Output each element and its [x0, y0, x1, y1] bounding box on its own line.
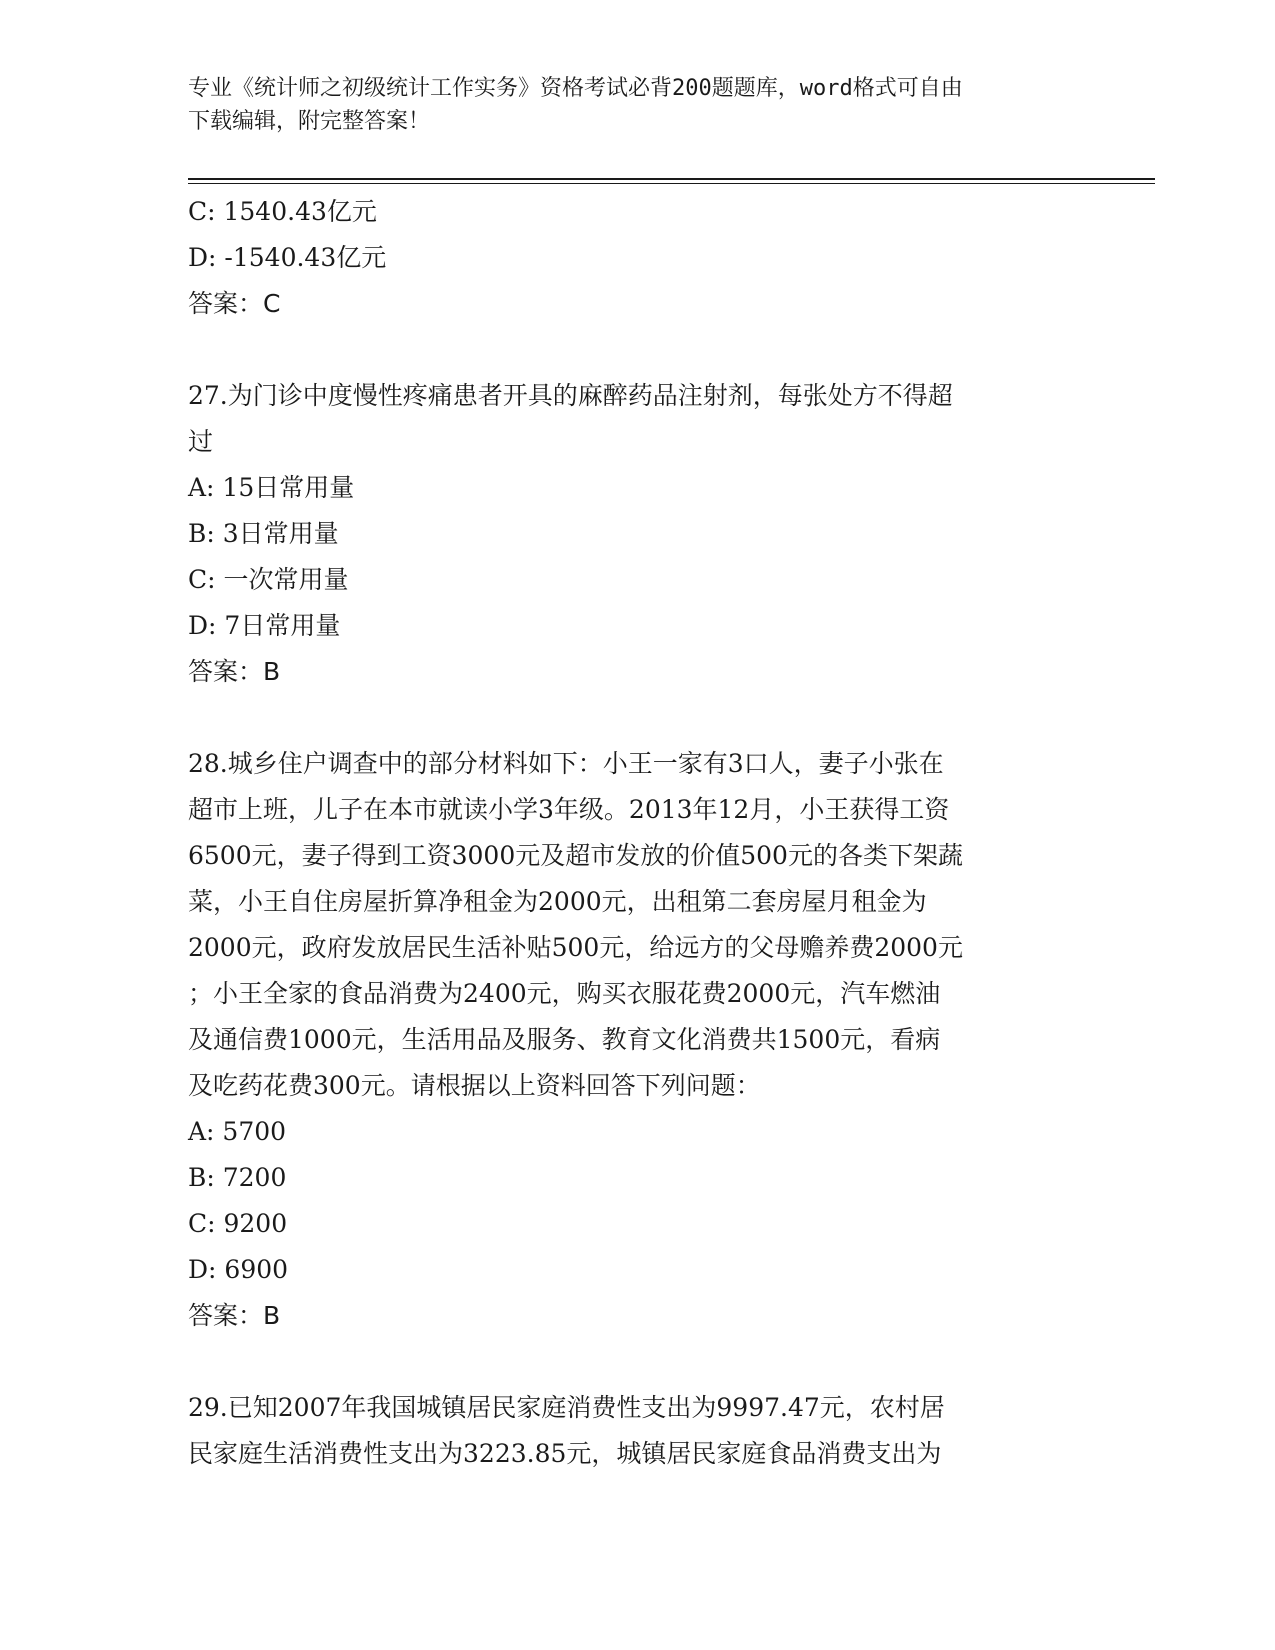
question-text-line: 2000元，政府发放居民生活补贴500元，给远方的父母赡养费2000元	[188, 933, 963, 962]
question-text-line: 27.为门诊中度慢性疼痛患者开具的麻醉药品注射剂，每张处方不得超	[188, 381, 953, 410]
question-26-tail	[188, 189, 1088, 327]
option-c: C: 9200	[188, 1209, 288, 1238]
answer-line: 答案：C	[188, 289, 281, 318]
header-line-2: 下载编辑，附完整答案！	[188, 109, 431, 134]
header-divider-thick	[188, 178, 1155, 180]
question-text-line: 及通信费1000元，生活用品及服务、教育文化消费共1500元，看病	[188, 1025, 941, 1054]
option-b: B: 3日常用量	[188, 519, 339, 548]
question-text-line: 6500元，妻子得到工资3000元及超市发放的价值500元的各类下架蔬	[188, 841, 963, 870]
option-d: D: -1540.43亿元	[188, 243, 387, 272]
document-body	[188, 189, 1088, 1477]
question-28	[188, 741, 1088, 1339]
question-text-line: 及吃药花费300元。请根据以上资料回答下列问题：	[188, 1071, 761, 1100]
answer-line: 答案：B	[188, 657, 281, 686]
question-text-line: 28.城乡住户调查中的部分材料如下：小王一家有3口人，妻子小张在	[188, 749, 944, 778]
question-text-line: ；小王全家的食品消费为2400元，购买衣服花费2000元，汽车燃油	[188, 979, 941, 1008]
document-header	[188, 72, 1088, 138]
question-text-line: 民家庭生活消费性支出为3223.85元，城镇居民家庭食品消费支出为	[188, 1439, 942, 1468]
question-text-line: 过	[188, 427, 214, 456]
question-27	[188, 373, 1088, 695]
header-divider-thin	[188, 183, 1155, 184]
option-d: D: 6900	[188, 1255, 289, 1284]
option-d: D: 7日常用量	[188, 611, 341, 640]
answer-line: 答案：B	[188, 1301, 281, 1330]
option-a: A: 5700	[188, 1117, 287, 1146]
header-line-1: 专业《统计师之初级统计工作实务》资格考试必背200题题库，word格式可自由	[188, 76, 963, 101]
option-c: C: 一次常用量	[188, 565, 349, 594]
option-c: C: 1540.43亿元	[188, 197, 377, 226]
question-text-line: 菜，小王自住房屋折算净租金为2000元，出租第二套房屋月租金为	[188, 887, 927, 916]
question-text-line: 超市上班，儿子在本市就读小学3年级。2013年12月，小王获得工资	[188, 795, 950, 824]
option-b: B: 7200	[188, 1163, 287, 1192]
option-a: A: 15日常用量	[188, 473, 355, 502]
question-text-line: 29.已知2007年我国城镇居民家庭消费性支出为9997.47元，农村居	[188, 1393, 945, 1422]
question-29	[188, 1385, 1088, 1477]
